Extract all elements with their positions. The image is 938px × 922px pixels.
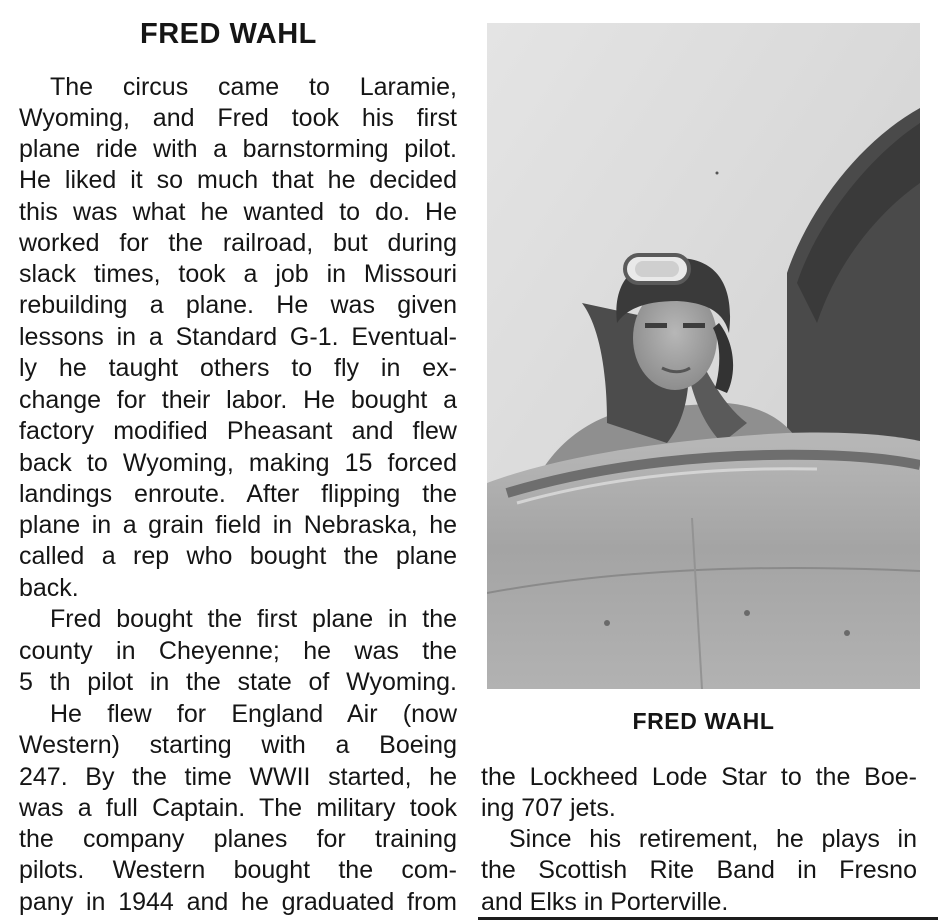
body-text-line: 247. By the time WWII started, he — [19, 763, 457, 791]
body-text-line: and Elks in Porterville. — [481, 888, 729, 916]
body-text-line: pilots. Western bought the com- — [19, 856, 457, 884]
body-text-line: was a full Captain. The military took — [19, 794, 457, 822]
body-text-line: the Lockheed Lode Star to the Boe- — [481, 763, 917, 791]
body-text-line: change for their labor. He bought a — [19, 386, 457, 414]
body-text-line: factory modified Pheasant and flew — [19, 417, 457, 445]
body-text-line: county in Cheyenne; he was the — [19, 637, 457, 665]
body-text-line: this was what he wanted to do. He — [19, 198, 457, 226]
bottom-rule — [478, 917, 938, 920]
body-text-line: He liked it so much that he decided — [19, 166, 457, 194]
body-text-line: ly he taught others to fly in ex- — [19, 354, 457, 382]
portrait-photo — [487, 23, 920, 689]
body-text-line: the Scottish Rite Band in Fresno — [481, 856, 917, 884]
body-text-line: 5 th pilot in the state of Wyoming. — [19, 668, 457, 696]
body-text-line: Fred bought the first plane in the — [50, 605, 457, 633]
body-text-line: the company planes for training — [19, 825, 457, 853]
body-text-line: landings enroute. After flipping the — [19, 480, 457, 508]
pilot-in-cockpit-illustration — [487, 23, 920, 689]
body-text-line: Since his retirement, he plays in — [509, 825, 917, 853]
body-text-line: worked for the railroad, but during — [19, 229, 457, 257]
body-text-line: plane ride with a barnstorming pilot. — [19, 135, 457, 163]
body-text-line: lessons in a Standard G-1. Eventual- — [19, 323, 457, 351]
body-text-line: Western) starting with a Boeing — [19, 731, 457, 759]
body-text-line: back. — [19, 574, 79, 602]
body-text-line: back to Wyoming, making 15 forced — [19, 449, 457, 477]
body-text-line: called a rep who bought the plane — [19, 542, 457, 570]
body-text-line: Wyoming, and Fred took his first — [19, 104, 457, 132]
body-text-line: slack times, took a job in Missouri — [19, 260, 457, 288]
body-text-line: rebuilding a plane. He was given — [19, 291, 457, 319]
photo-caption: FRED WAHL — [632, 708, 775, 734]
article-title: FRED WAHL — [140, 18, 317, 50]
body-text-line: ing 707 jets. — [481, 794, 616, 822]
body-text-line: plane in a grain field in Nebraska, he — [19, 511, 457, 539]
body-text-line: The circus came to Laramie, — [50, 73, 457, 101]
body-text-line: He flew for England Air (now — [50, 700, 457, 728]
body-text-line: pany in 1944 and he graduated from — [19, 888, 457, 916]
